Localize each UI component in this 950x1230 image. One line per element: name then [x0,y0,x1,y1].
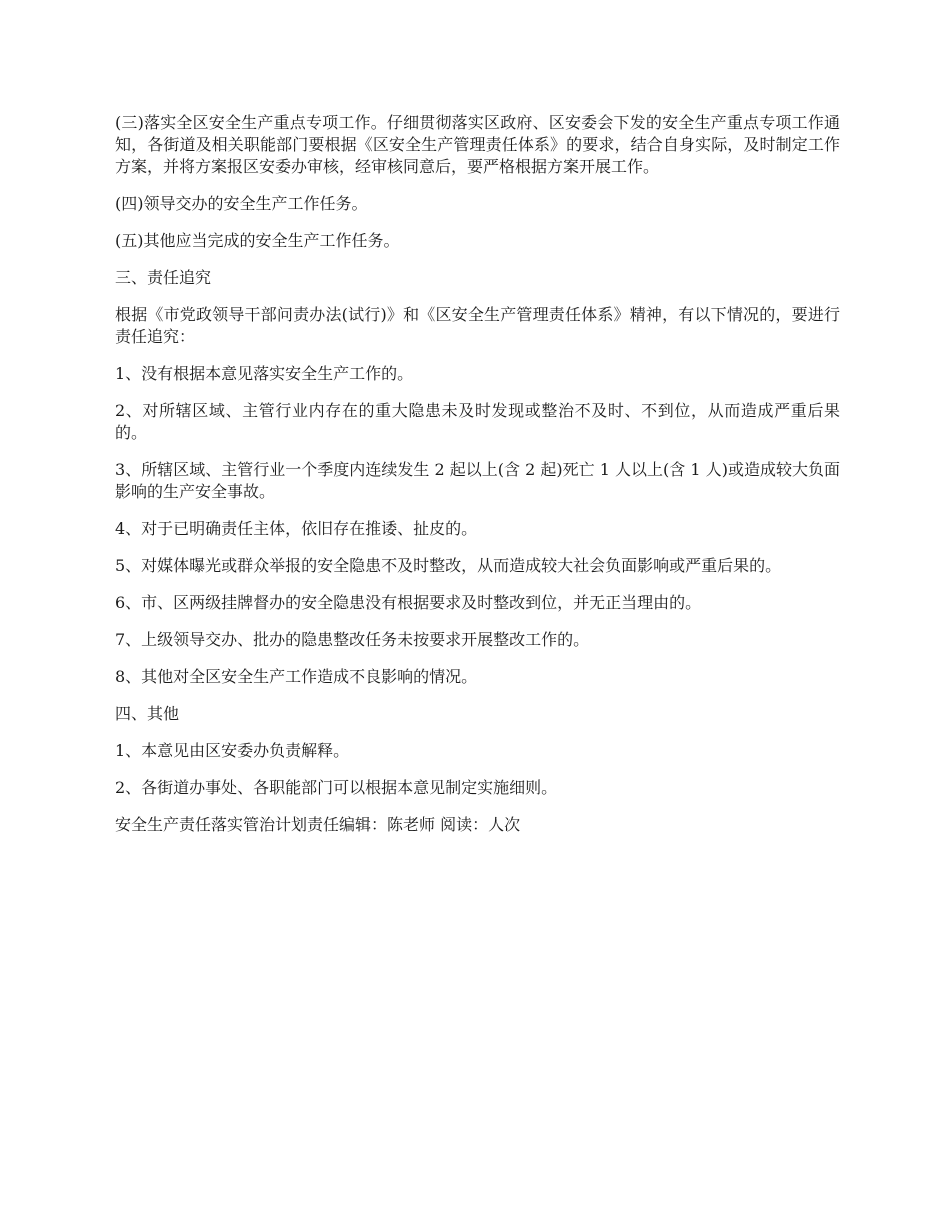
other-item-1: 1、本意见由区安委办负责解释。 [115,741,350,760]
section-heading-accountability: 三、责任追究 [115,268,212,287]
list-item-7: 7、上级领导交办、批办的隐患整改任务未按要求开展整改工作的。 [115,630,590,649]
paragraph-special-work: (三)落实全区安全生产重点专项工作。仔细贯彻落实区政府、区安委会下发的安全生产重点专项工作通知，各街道及相关职能部门要根据《区安全生产管理责任体系》的要求，结合自身实际，及时制定工作方案，并将方案报区安委办审核，经审核同意后，要严格根据方案开展工作。 [115,113,840,176]
footer-editor-line: 安全生产责任落实管治计划责任编辑：陈老师 阅读：人次 [115,815,521,834]
other-item-2: 2、各街道办事处、各职能部门可以根据本意见制定实施细则。 [115,778,558,797]
list-item-8: 8、其他对全区安全生产工作造成不良影响的情况。 [115,667,478,686]
paragraph-other-tasks: (五)其他应当完成的安全生产工作任务。 [115,231,400,250]
list-item-2: 2、对所辖区域、主管行业内存在的重大隐患未及时发现或整治不及时、不到位，从而造成严重后果的。 [115,401,840,442]
paragraph-leader-tasks: (四)领导交办的安全生产工作任务。 [115,194,368,213]
list-item-5: 5、对媒体曝光或群众举报的安全隐患不及时整改，从而造成较大社会负面影响或严重后果的。 [115,556,782,575]
list-item-4: 4、对于已明确责任主体，依旧存在推诿、扯皮的。 [115,519,478,538]
list-item-1: 1、没有根据本意见落实安全生产工作的。 [115,364,414,383]
section-heading-other: 四、其他 [115,704,180,723]
list-item-6: 6、市、区两级挂牌督办的安全隐患没有根据要求及时整改到位，并无正当理由的。 [115,593,702,612]
list-item-3: 3、所辖区域、主管行业一个季度内连续发生 2 起以上(含 2 起)死亡 1 人以上(含 1 人)或造成较大负面影响的生产安全事故。 [115,460,840,501]
paragraph-accountability-basis: 根据《市党政领导干部问责办法(试行)》和《区安全生产管理责任体系》精神，有以下情况的，要进行责任追究： [115,305,840,346]
document-body [115,112,840,851]
